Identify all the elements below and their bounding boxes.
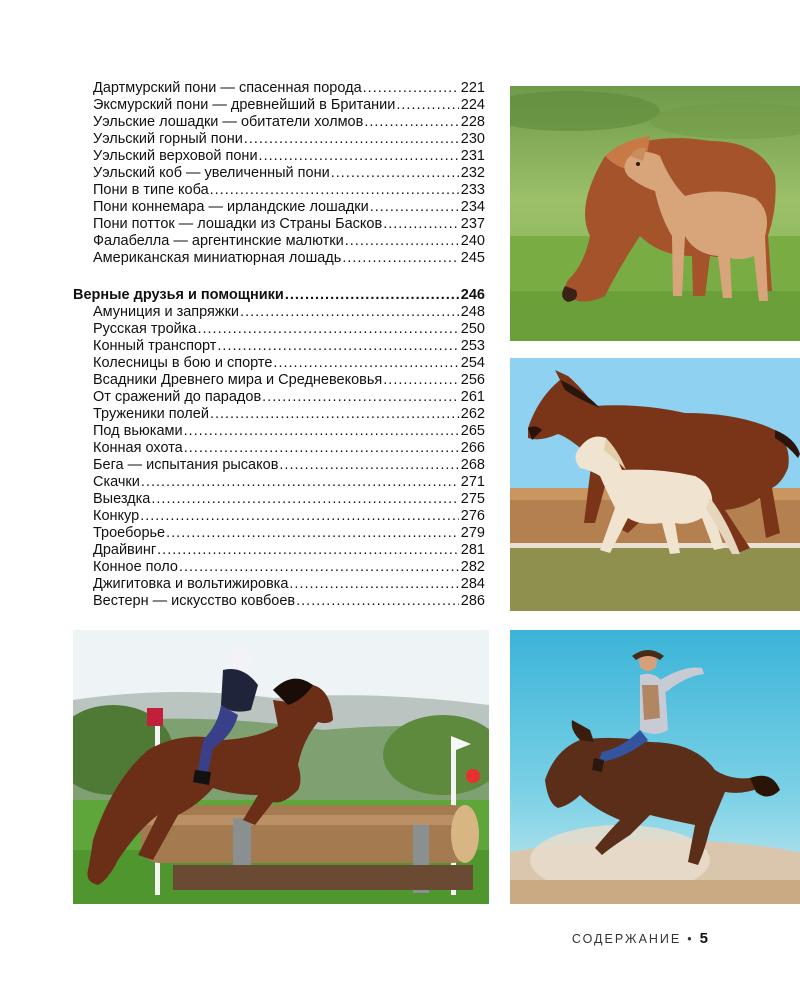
toc-entry [73, 491, 485, 508]
dot-leader [383, 216, 459, 233]
toc-entry-page: 286 [460, 593, 485, 610]
toc-entry-title: Колесницы в бою и спорте [93, 354, 273, 371]
toc-entry [73, 440, 485, 457]
toc-entry-page: 261 [460, 388, 485, 405]
dot-leader [166, 525, 459, 542]
photo-horses-running [510, 358, 800, 611]
dot-leader [363, 80, 459, 97]
dot-leader [244, 131, 459, 148]
toc-entry-page: 228 [460, 114, 485, 131]
toc-entry [73, 559, 485, 576]
toc-entry-title: Дартмурский пони — спасенная порода [93, 80, 362, 96]
toc-entry-title: Выездка [93, 491, 151, 508]
toc-entry-page: 284 [460, 576, 485, 593]
dot-leader [197, 321, 458, 338]
toc-entry-title: Уэльский горный пони [93, 131, 243, 148]
dot-leader [184, 440, 459, 457]
dot-leader [383, 372, 459, 389]
toc-entry [73, 525, 485, 542]
toc-entry-title: Труженики полей [93, 405, 209, 422]
toc-entry [73, 372, 485, 389]
dot-leader [141, 474, 459, 491]
toc-entry [73, 250, 485, 267]
toc-entry-title: Бега — испытания рысаков [93, 456, 279, 473]
toc-entry-page: 232 [460, 165, 485, 182]
toc-entry-page: 224 [460, 97, 485, 114]
toc-entry-title: Уэльский коб — увеличенный пони [93, 165, 330, 182]
toc-entry [73, 321, 485, 338]
toc-entry [73, 199, 485, 216]
dot-leader [364, 114, 458, 131]
dot-leader [259, 148, 459, 165]
dot-leader [285, 287, 459, 304]
dot-leader [210, 182, 459, 199]
dot-leader [342, 250, 458, 267]
toc-entry-page: 271 [460, 474, 485, 491]
toc-entry-page: 233 [460, 182, 485, 199]
dot-leader [240, 304, 459, 321]
toc-entry-title: Конное поло [93, 559, 178, 576]
dot-leader [345, 233, 459, 250]
toc-entry-title: Фалабелла — аргентинские малютки [93, 233, 344, 250]
toc-entry-page: 275 [460, 491, 485, 508]
toc-entry-title: Пони коннемара — ирландские лошадки [93, 199, 369, 216]
dot-leader [157, 542, 459, 559]
toc-entry [73, 165, 485, 182]
toc-entry-title: Всадники Древнего мира и Средневековья [93, 371, 383, 388]
toc-section-heading [73, 287, 485, 304]
toc-entry [73, 131, 485, 148]
toc-entry [73, 406, 485, 423]
dot-leader [289, 576, 458, 593]
toc-entry [73, 423, 485, 440]
toc-entry-page: 240 [460, 233, 485, 250]
toc-entry-title: Троеборье [93, 525, 166, 542]
toc-entry-title: Пони в типе коба [93, 182, 209, 199]
toc-entry-page: 245 [460, 250, 485, 267]
toc-entry-title: От сражений до парадов [93, 388, 262, 405]
dot-leader [151, 491, 458, 508]
toc-entry [73, 355, 485, 372]
toc-entry-page: 250 [460, 320, 485, 337]
toc-entry-page: 268 [460, 456, 485, 473]
dot-leader [331, 165, 459, 182]
table-of-contents [73, 80, 485, 610]
toc-entry-page: 234 [460, 199, 485, 216]
toc-entry-title: Конный транспорт [93, 337, 217, 354]
toc-entry-page: 265 [460, 422, 485, 439]
dot-leader [279, 457, 458, 474]
dot-leader [273, 355, 458, 372]
toc-entry-page: 253 [460, 337, 485, 354]
toc-entry [73, 182, 485, 199]
toc-entry [73, 233, 485, 250]
toc-entry-title: Вестерн — искусство ковбоев [93, 593, 296, 610]
toc-entry-title: Пони потток — лошадки из Страны Басков [93, 216, 383, 233]
toc-entry-title: Уэльские лошадки — обитатели холмов [93, 114, 364, 131]
toc-entry-page: 281 [460, 542, 485, 559]
toc-entry [73, 457, 485, 474]
toc-entry [73, 338, 485, 355]
toc-entry-title: Под вьюками [93, 422, 183, 439]
toc-entry-page: 237 [460, 216, 485, 233]
toc-entry-page: 262 [460, 405, 485, 422]
toc-entry-title: Американская миниатюрная лошадь [93, 250, 342, 267]
toc-entry-title: Драйвинг [93, 542, 157, 559]
toc-entry [73, 474, 485, 491]
toc-entry [73, 593, 485, 610]
toc-entry-title: Конная охота [93, 439, 183, 456]
toc-entry-page: 279 [460, 525, 485, 542]
toc-entry-title: Конкур [93, 508, 140, 525]
toc-entry-page: 221 [460, 80, 485, 96]
dot-leader [210, 406, 459, 423]
toc-entry-page: 282 [460, 559, 485, 576]
toc-entry [73, 508, 485, 525]
toc-entry [73, 114, 485, 131]
toc-entry-page: 246 [460, 286, 485, 303]
toc-entry-title: Амуниция и запряжки [93, 303, 240, 320]
photo-rodeo-rider [510, 630, 800, 904]
dot-leader [370, 199, 459, 216]
toc-entry-title: Верные друзья и помощники [73, 286, 284, 303]
footer-bullet: • [687, 932, 694, 946]
toc-entry [73, 216, 485, 233]
toc-entry-title: Эксмурский пони — древнейший в Британии [93, 97, 396, 114]
dot-leader [296, 593, 459, 610]
dot-leader [140, 508, 459, 525]
toc-entry-page: 230 [460, 131, 485, 148]
toc-entry [73, 80, 485, 97]
toc-entry [73, 389, 485, 406]
toc-entry-page: 254 [460, 354, 485, 371]
toc-entry-title: Скачки [93, 474, 140, 491]
photo-cross-country-jump [73, 630, 489, 904]
toc-entry-title: Русская тройка [93, 320, 197, 337]
toc-entry-title: Джигитовка и вольтижировка [93, 576, 289, 593]
photo-mare-and-foal [510, 86, 800, 341]
toc-entry [73, 148, 485, 165]
toc-entry-title: Уэльский верховой пони [93, 148, 258, 165]
toc-entry-page: 266 [460, 439, 485, 456]
page-footer [572, 930, 708, 947]
toc-entry-page: 248 [460, 303, 485, 320]
dot-leader [396, 97, 458, 114]
dot-leader [179, 559, 459, 576]
toc-entry-page: 231 [460, 148, 485, 165]
toc-entry-page: 256 [460, 371, 485, 388]
dot-leader [184, 423, 459, 440]
toc-entry [73, 304, 485, 321]
dot-leader [217, 338, 458, 355]
running-head: СОДЕРЖАНИЕ [571, 932, 682, 946]
toc-entry [73, 542, 485, 559]
toc-entry [73, 576, 485, 593]
toc-entry [73, 97, 485, 114]
toc-entry-page: 276 [460, 508, 485, 525]
page-number: 5 [699, 930, 708, 947]
dot-leader [262, 389, 459, 406]
